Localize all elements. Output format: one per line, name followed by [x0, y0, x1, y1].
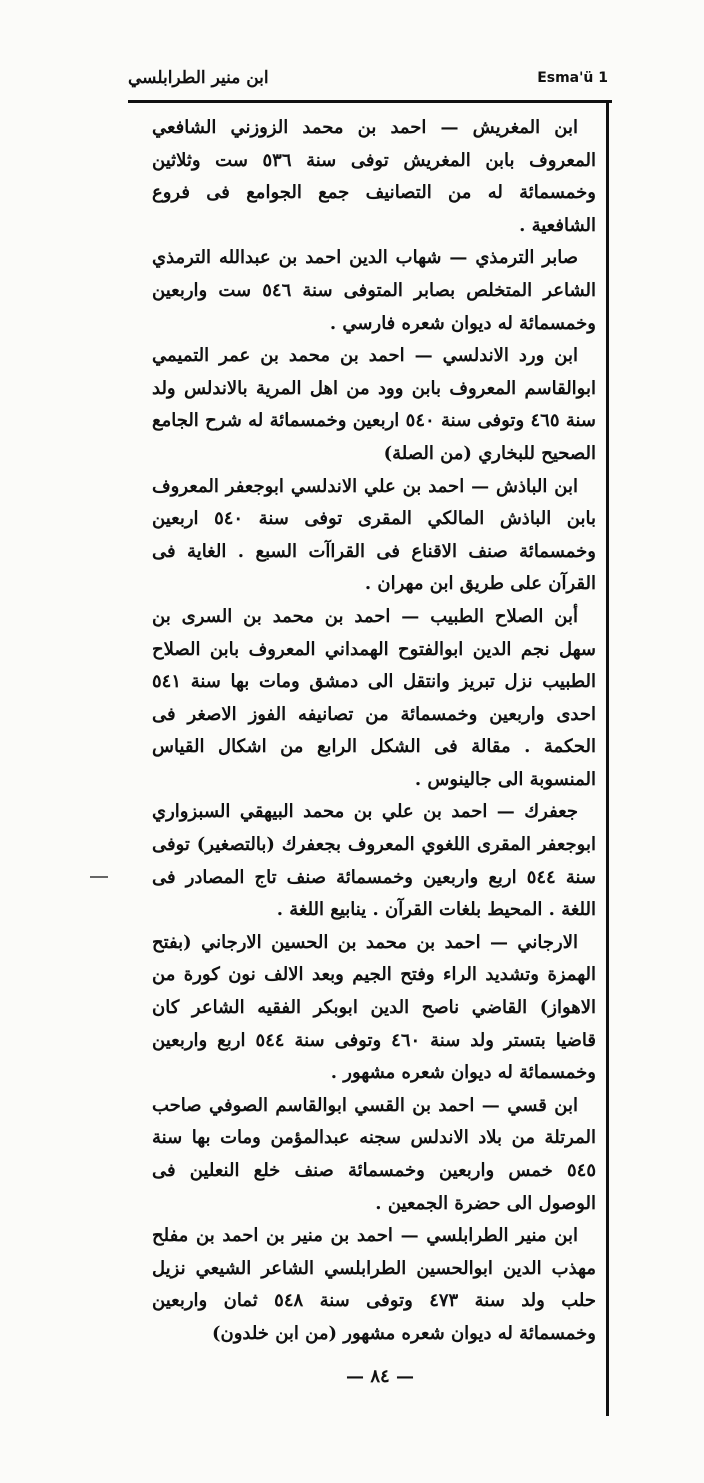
entry: ابن ورد الاندلسي — احمد بن محمد بن عمر التميمي ابوالقاسم المعروف بابن وود من اهل المرية بالاندلس ولد سنة ٤٦٥ وتوفى سنة ٥٤٠ اربعين وخمسمائة له شرح الجامع الصحيح للبخاري (من الصلة): [152, 345, 597, 464]
entry: ابن منير الطرابلسي — احمد بن منير بن احمد بن مفلح مهذب الدين ابوالحسين الطرابلسي الشاعر الشيعي نزيل حلب ولد سنة ٤٧٣ وتوفى سنة ٥٤٨ ثمان واربعين وخمسمائة له ديوان شعره مشهور (من ابن خلدون): [152, 1225, 596, 1344]
header-rule: [128, 100, 612, 103]
margin-mark: [90, 876, 108, 878]
entry: أبن الصلاح الطبيب — احمد بن محمد بن السرى بن سهل نجم الدين ابوالفتوح الهمداني المعروف بابن الصلاح الطبيب نزل تبريز وانتقل الى دمشق ومات بها سنة ٥٤١ احدى واربعين وخمسمائة من تصانيفه الفوز الاصغر فى الحكمة . مقالة فى الشكل الرابع من اشكال القياس المنسوبة الى جالينوس .: [152, 605, 596, 790]
header-title: ابن منير الطرابلسي: [128, 68, 269, 88]
entry: صابر الترمذي — شهاب الدين احمد بن عبدالله الترمذي الشاعر المتخلص بصابر المتوفى سنة ٥٤٦ ست واربعين وخمسمائة له ديوان شعره فارسي .: [152, 247, 596, 334]
column-rule: [606, 100, 609, 1416]
entries-column: [152, 112, 596, 1351]
header-section-mark: Esma'ü 1: [537, 70, 608, 86]
entry: ابن الباذش — احمد بن علي الاندلسي ابوجعفر المعروف بابن الباذش المالكي المقرى توفى سنة ٥٤٠ اربعين وخمسمائة صنف الاقناع فى القراآت السبع . الغاية فى القرآن على طريق ابن مهران .: [152, 475, 596, 595]
page-number: — ٨٤ —: [346, 1366, 414, 1387]
entry: الارجاني — احمد بن محمد بن الحسين الارجاني (بفتح الهمزة وتشديد الراء وفتح الجيم وبعد الالف نون كورة من الاهواز) القاضي ناصح الدين ابوبكر الفقيه الشاعر كان قاضيا بتستر ولد سنة ٤٦٠ وتوفى سنة ٥٤٤ اربع واربعين وخمسمائة له ديوان شعره مشهور .: [152, 931, 596, 1084]
running-header: [128, 68, 608, 100]
entry: جعفرك — احمد بن علي بن محمد البيهقي السبزواري ابوجعفر المقرى اللغوي المعروف بجعفرك (بالتصغير) توفى سنة ٥٤٤ اربع واربعين وخمسمائة صنف تاج المصادر فى اللغة . المحيط بلغات القرآن . ينابيع اللغة .: [152, 801, 596, 921]
entry: ابن قسي — احمد بن القسي ابوالقاسم الصوفي صاحب المرتلة من بلاد الاندلس سجنه عبدالمؤمن ومات بها سنة ٥٤٥ خمس واربعين وخمسمائة صنف خلع النعلين فى الوصول الى حضرة الجمعين .: [152, 1094, 596, 1214]
entry: ابن المغريش — احمد بن محمد الزوزني الشافعي المعروف بابن المغريش توفى سنة ٥٣٦ ست وثلاثين وخمسمائة له من التصانيف جمع الجوامع فى فروع الشافعية .: [152, 117, 596, 236]
